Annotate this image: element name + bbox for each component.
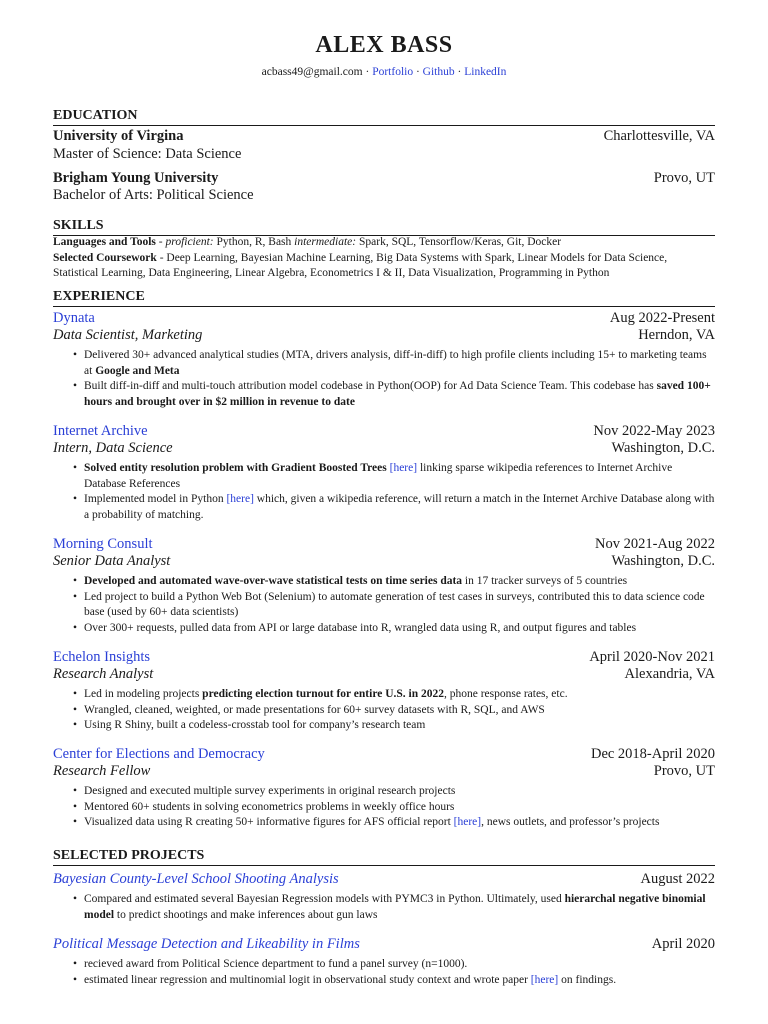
bullet-text: Visualized data using R creating 50+ informative figures for AFS official report bbox=[84, 816, 454, 829]
bullet-text: , news outlets, and professor’s projects bbox=[481, 816, 660, 829]
projects-heading: SELECTED PROJECTS bbox=[53, 848, 715, 866]
project-bullets bbox=[67, 957, 715, 988]
proficient-label: proficient: bbox=[165, 236, 214, 248]
job-bullets bbox=[67, 574, 715, 637]
bullet-text: which, given a wikipedia reference, will return a match in the Internet Archive Database along with a probability of matching. bbox=[84, 493, 715, 522]
bullet-item bbox=[67, 574, 715, 590]
coursework-label: Selected Coursework bbox=[53, 251, 157, 264]
job-location: Washington, D.C. bbox=[611, 553, 715, 569]
job-title: Data Scientist, Marketing bbox=[53, 327, 203, 343]
candidate-name: ALEX BASS bbox=[315, 32, 453, 58]
school-name: University of Virgina bbox=[53, 128, 184, 144]
company-name[interactable]: Echelon Insights bbox=[53, 649, 151, 665]
project-bullets bbox=[67, 892, 715, 923]
contact-line bbox=[53, 65, 715, 79]
bullet-text: Delivered 30+ advanced analytical studies (MTA, drivers analysis, diff-in-diff) to high profile clients including 15+ to marketing teams at bbox=[84, 349, 707, 377]
bullet-item: • Using R Shiny, built a codeless-crosstab tool for company’s research team bbox=[67, 718, 715, 734]
bullet-item bbox=[67, 348, 715, 379]
bullet-text: , phone response rates, etc. bbox=[443, 688, 568, 700]
education-heading: EDUCATION bbox=[53, 108, 715, 126]
job-subheader bbox=[53, 327, 715, 344]
job-location: Washington, D.C. bbox=[611, 440, 715, 456]
intermediate-label: intermediate: bbox=[294, 236, 357, 248]
job-location: Provo, UT bbox=[653, 763, 715, 779]
languages-line bbox=[53, 235, 715, 251]
here-link[interactable]: [here] bbox=[389, 462, 418, 474]
bullet-item: • Wrangled, cleaned, weighted, or made presentations for 60+ survey datasets with R, SQL, and AWS bbox=[67, 703, 715, 719]
bullet-text: in 17 tracker surveys of 5 countries bbox=[462, 575, 628, 587]
proficient-skills: Python, R, Bash bbox=[213, 236, 295, 248]
separator: · bbox=[454, 66, 465, 78]
separator: · bbox=[413, 66, 423, 78]
bullet-item bbox=[67, 973, 715, 989]
education-degree-row bbox=[53, 187, 715, 204]
job-dates: Nov 2022-May 2023 bbox=[593, 423, 715, 439]
job-subheader bbox=[53, 666, 715, 683]
bullet-text: to predict shootings and make inferences about gun laws bbox=[114, 908, 378, 921]
bullet-item: • Mentored 60+ students in solving econometrics problems in weekly office hours bbox=[67, 800, 715, 816]
job-header bbox=[53, 310, 715, 327]
bullet-bold: hierarchal negative binomial model bbox=[84, 893, 706, 921]
job-header bbox=[53, 536, 715, 553]
job-dates: Aug 2022-Present bbox=[609, 310, 715, 326]
education-item bbox=[53, 170, 715, 187]
degree: Bachelor of Arts: Political Science bbox=[53, 187, 254, 203]
project-name[interactable]: Political Message Detection and Likeability in Films bbox=[53, 936, 360, 952]
bullet-item: • recieved award from Political Science department to fund a panel survey (n=1000). bbox=[67, 957, 715, 973]
bullet-bold: Google and Meta bbox=[95, 364, 180, 377]
school-name: Brigham Young University bbox=[53, 170, 219, 186]
project-header bbox=[53, 936, 715, 953]
bullet-bold: Developed and automated wave-over-wave statistical tests on time series data bbox=[84, 575, 463, 587]
bullet-text: Implemented model in Python bbox=[84, 493, 227, 506]
bullet-text: linking sparse wikipedia references to Internet Archive Database References bbox=[84, 462, 673, 490]
resume-page bbox=[53, 30, 715, 986]
bullet-bold: saved 100+ hours and brought over in $2 million in revenue to date bbox=[84, 380, 711, 409]
bullet-text: Led in modeling projects bbox=[84, 688, 203, 700]
email-link[interactable]: acbass49@gmail.com bbox=[261, 66, 363, 78]
job-header bbox=[53, 649, 715, 666]
job-bullets bbox=[67, 784, 715, 831]
here-link[interactable]: [here] bbox=[530, 973, 559, 986]
bullet-text: estimated linear regression and multinomial logit in observational study context and wrote paper bbox=[84, 973, 531, 986]
project-name[interactable]: Bayesian County-Level School Shooting Analysis bbox=[53, 871, 339, 887]
languages-label: Languages and Tools bbox=[53, 236, 156, 248]
bullet-text: on findings. bbox=[558, 973, 617, 986]
bullet-item: • Over 300+ requests, pulled data from API or large database into R, wrangled data using R, and output figures and tables bbox=[67, 621, 715, 637]
experience-heading: EXPERIENCE bbox=[53, 289, 715, 307]
job-dates: April 2020-Nov 2021 bbox=[589, 649, 715, 665]
project-date: April 2020 bbox=[651, 936, 715, 952]
job-location: Alexandria, VA bbox=[624, 666, 715, 682]
skills-heading: SKILLS bbox=[53, 218, 715, 236]
bullet-item bbox=[67, 379, 715, 410]
github-link[interactable]: Github bbox=[422, 66, 455, 78]
here-link[interactable]: [here] bbox=[226, 493, 254, 506]
bullet-item bbox=[67, 461, 715, 492]
coursework-list: - Deep Learning, Bayesian Machine Learning, Big Data Systems with Spark, Linear Models for Data Science, Statistical Learning, Data Engineering, Linear Algebra, Econometrics I & II, Data Visualization, Programming in Python bbox=[53, 251, 668, 279]
bullet-text: Built diff-in-diff and multi-touch attribution model codebase in Python(OOP) for Ad Data Science Team. This codebase has bbox=[84, 380, 657, 393]
job-location: Herndon, VA bbox=[638, 327, 715, 343]
degree: Master of Science: Data Science bbox=[53, 146, 242, 162]
school-location: Provo, UT bbox=[653, 170, 715, 186]
job-subheader bbox=[53, 763, 715, 780]
intermediate-skills: Spark, SQL, Tensorflow/Keras, Git, Docker bbox=[356, 236, 562, 248]
education-degree-row bbox=[53, 146, 715, 163]
coursework-line bbox=[53, 251, 715, 282]
bullet-item bbox=[67, 892, 715, 923]
dash: - bbox=[155, 236, 166, 248]
education-item bbox=[53, 128, 715, 145]
company-name[interactable]: Center for Elections and Democracy bbox=[53, 746, 265, 762]
bullet-bold: predicting election turnout for entire U.S. in 2022 bbox=[202, 688, 444, 700]
bullet-bold: Solved entity resolution problem with Gradient Boosted Trees bbox=[84, 462, 387, 474]
company-name[interactable]: Morning Consult bbox=[53, 536, 153, 552]
bullet-item bbox=[67, 815, 715, 831]
job-header bbox=[53, 746, 715, 763]
job-subheader bbox=[53, 553, 715, 570]
job-bullets bbox=[67, 461, 715, 524]
job-title: Intern, Data Science bbox=[53, 440, 173, 456]
here-link[interactable]: [here] bbox=[453, 816, 482, 829]
bullet-item bbox=[67, 492, 715, 523]
bullet-item bbox=[67, 687, 715, 703]
job-bullets bbox=[67, 687, 715, 734]
job-dates: Nov 2021-Aug 2022 bbox=[594, 536, 715, 552]
bullet-item: • Designed and executed multiple survey experiments in original research projects bbox=[67, 784, 715, 800]
school-location: Charlottesville, VA bbox=[603, 128, 715, 144]
job-dates: Dec 2018-April 2020 bbox=[590, 746, 715, 762]
bullet-text: Compared and estimated several Bayesian Regression models with PYMC3 in Python. Ultimately, used bbox=[84, 893, 565, 905]
job-header bbox=[53, 423, 715, 440]
job-title: Research Fellow bbox=[53, 763, 151, 779]
linkedin-link[interactable]: LinkedIn bbox=[464, 66, 507, 78]
separator: · bbox=[362, 66, 373, 78]
job-title: Senior Data Analyst bbox=[53, 553, 171, 569]
job-bullets bbox=[67, 348, 715, 411]
bullet-item: • Led project to build a Python Web Bot (Selenium) to automate generation of test cases in surveys, contributed this to data science code base (used by 60+ data scientists) bbox=[67, 590, 715, 621]
project-header bbox=[53, 871, 715, 888]
job-title: Research Analyst bbox=[53, 666, 154, 682]
skills-block bbox=[53, 235, 715, 282]
project-date: August 2022 bbox=[640, 871, 715, 887]
company-name[interactable]: Dynata bbox=[53, 310, 95, 326]
job-subheader bbox=[53, 440, 715, 457]
portfolio-link[interactable]: Portfolio bbox=[372, 66, 414, 78]
company-name[interactable]: Internet Archive bbox=[53, 423, 148, 439]
